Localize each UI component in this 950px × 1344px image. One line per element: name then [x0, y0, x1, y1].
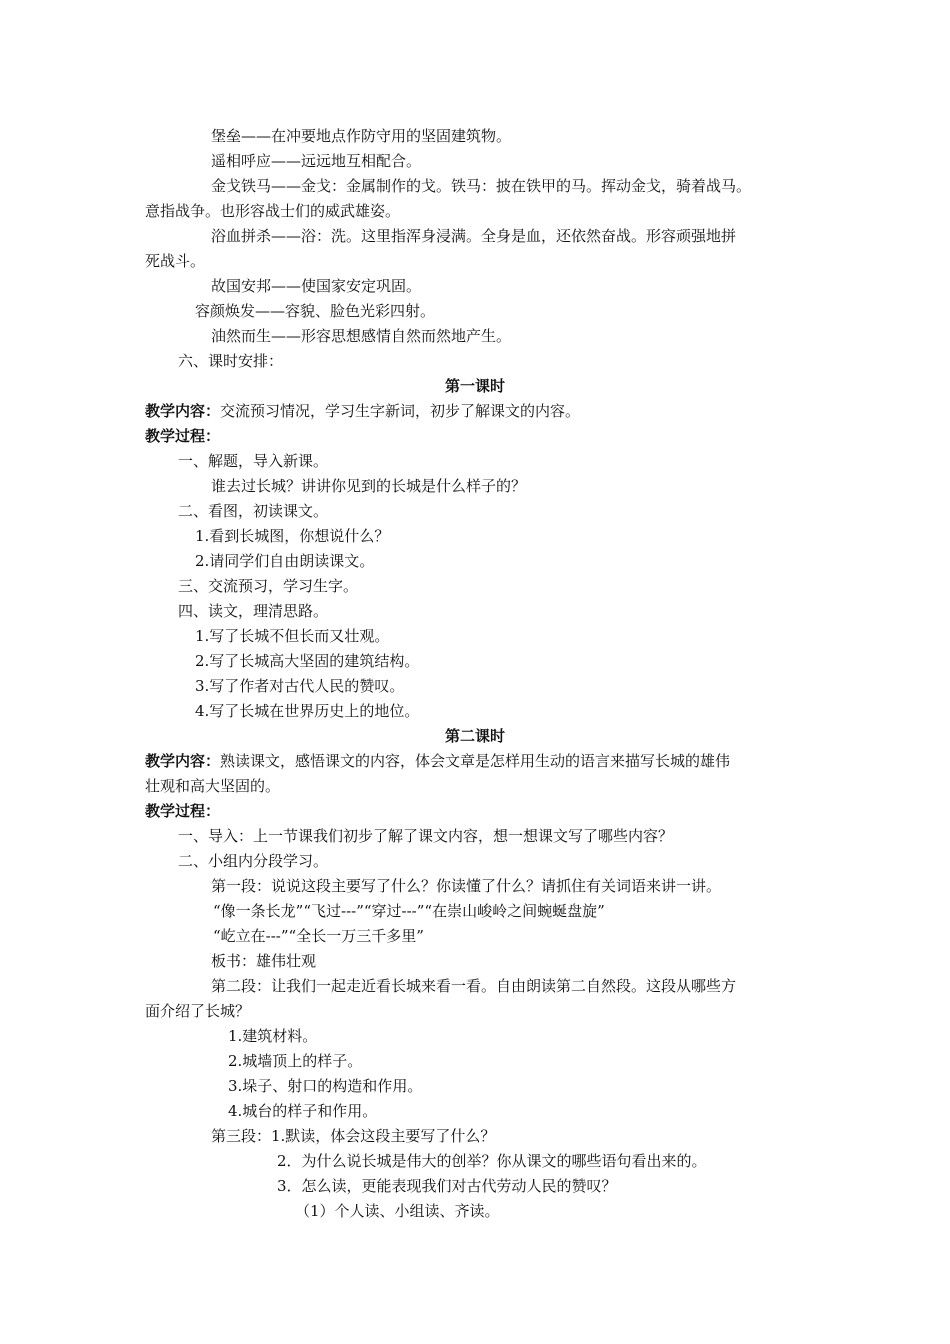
step-line: 1.建筑材料。 [228, 1027, 318, 1045]
process-label: 教学过程： [145, 427, 221, 445]
step-line: 3.垛子、射口的构造和作用。 [228, 1077, 423, 1095]
vocab-line: 堡垒——在冲要地点作防守用的坚固建筑物。 [211, 127, 512, 145]
step-line: 面介绍了长城？ [145, 1002, 251, 1020]
process-label: 教学过程： [145, 802, 221, 820]
lesson-title: 第一课时 [444, 377, 505, 395]
step-line: 第二段：让我们一起走近看长城来看一看。自由朗读第二自然段。这段从哪些方 [211, 977, 737, 995]
vocab-line: 容颜焕发——容貌、脸色光彩四射。 [195, 302, 436, 320]
step-line: 2.请同学们自由朗读课文。 [195, 552, 375, 570]
content-label: 教学内容： [145, 752, 221, 770]
step-line: 2.写了长城高大坚固的建筑结构。 [195, 652, 420, 670]
vocab-line: 浴血拼杀——浴：洗。这里指浑身浸满。全身是血，还依然奋战。形容顽强地拼 [211, 227, 737, 245]
step-line: 4.城台的样子和作用。 [228, 1102, 378, 1120]
step-line: （1）个人读、小组读、齐读。 [295, 1202, 500, 1220]
step-line: 4.写了长城在世界历史上的地位。 [195, 702, 420, 720]
vocab-line: 金戈铁马——金戈：金属制作的戈。铁马：披在铁甲的马。挥动金戈，骑着战马。 [211, 177, 752, 195]
content-text: 壮观和高大坚固的。 [145, 777, 281, 795]
section-heading: 六、课时安排： [178, 352, 284, 370]
vocab-line: 故国安邦——使国家安定巩固。 [211, 277, 422, 295]
step-line: 三、交流预习，学习生字。 [178, 577, 359, 595]
step-line: 1.写了长城不但长而又壮观。 [195, 627, 390, 645]
content-text: 交流预习情况，学习生字新词，初步了解课文的内容。 [220, 402, 581, 420]
step-line: 3．怎么读，更能表现我们对古代劳动人民的赞叹？ [277, 1177, 617, 1195]
step-line: 1.看到长城图，你想说什么？ [195, 527, 390, 545]
content-text: 熟读课文，感悟课文的内容，体会文章是怎样用生动的语言来描写长城的雄伟 [220, 752, 731, 770]
content-line [145, 401, 580, 421]
step-line: 谁去过长城？讲讲你见到的长城是什么样子的？ [211, 477, 527, 495]
step-line: 第一段：说说这段主要写了什么？你读懂了什么？请抓住有关词语来讲一讲。 [211, 877, 722, 895]
vocab-line: 遥相呼应——远远地互相配合。 [211, 152, 422, 170]
step-line: 3.写了作者对古代人民的赞叹。 [195, 677, 405, 695]
step-line: “屹立在---”“全长一万三千多里” [213, 927, 424, 945]
step-line: 一、导入：上一节课我们初步了解了课文内容，想一想课文写了哪些内容？ [178, 827, 674, 845]
step-line: 二、看图，初读课文。 [178, 502, 329, 520]
step-line: 四、读文，理清思路。 [178, 602, 329, 620]
step-line: 板书：雄伟壮观 [211, 952, 317, 970]
vocab-line: 油然而生——形容思想感情自然而然地产生。 [211, 327, 512, 345]
step-line: 2.城墙顶上的样子。 [228, 1052, 363, 1070]
step-line: 一、解题，导入新课。 [178, 452, 329, 470]
step-line: 2．为什么说长城是伟大的创举？你从课文的哪些语句看出来的。 [277, 1152, 707, 1170]
vocab-line: 意指战争。也形容战士们的威武雄姿。 [145, 202, 401, 220]
vocab-line: 死战斗。 [145, 252, 206, 270]
step-line: 第三段：1.默读，体会这段主要写了什么？ [211, 1127, 496, 1145]
content-label: 教学内容： [145, 402, 221, 420]
step-line: 二、小组内分段学习。 [178, 852, 329, 870]
lesson-title: 第二课时 [444, 727, 505, 745]
content-line [145, 751, 730, 771]
step-line: “像一条长龙”“飞过---”“穿过---”“在崇山峻岭之间蜿蜒盘旋” [213, 902, 605, 920]
